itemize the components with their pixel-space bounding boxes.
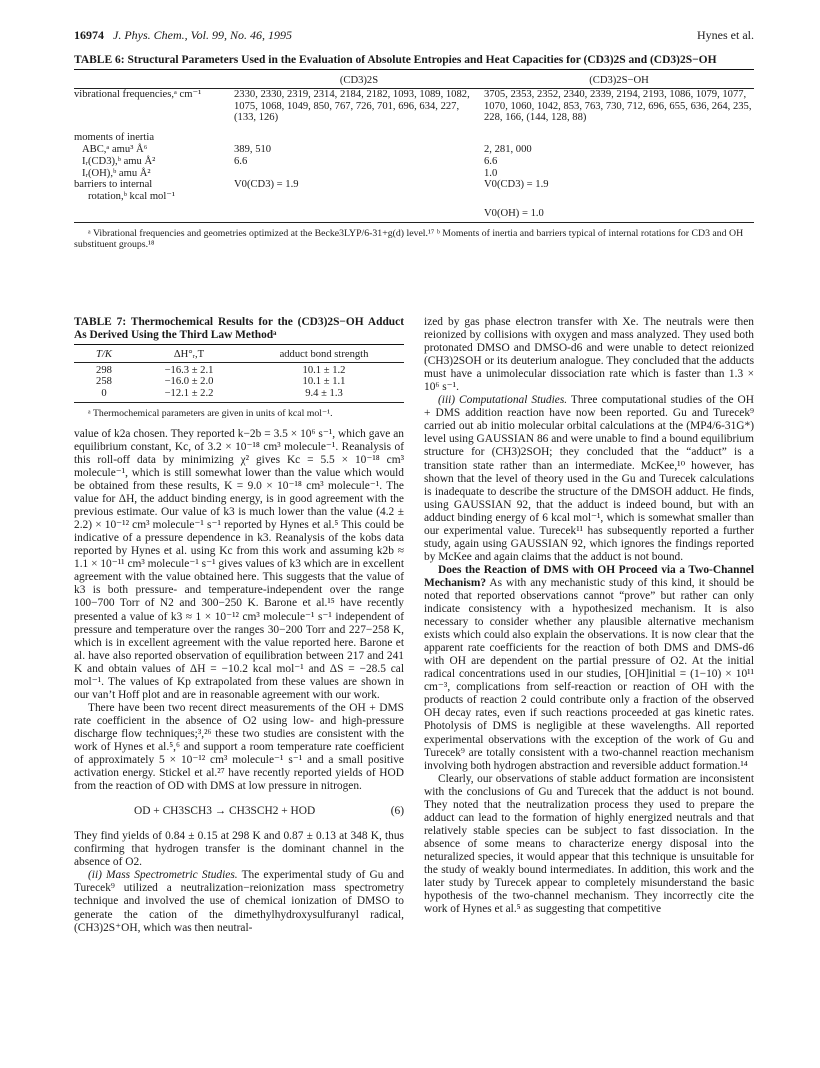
table6-cell [484,132,754,144]
table7-cell: −12.1 ± 2.2 [164,387,214,399]
table7-row [74,363,404,377]
table6-cell: 6.6 [484,155,498,167]
body-paragraph: ized by gas phase electron transfer with Xe. The neutrals were then reionized by collisions with oxygen and mass analyzed. They used both protonated DMSO and DMSO-d6 and were unable to detect reionized (CH3)2SOH or its deuterium analogue. They concluded that the adducts must have a unimolecular dissociation rate which is faster than 1.3 × 10⁶ s⁻¹. [424,316,754,394]
table6-row-label: moments of inertia [74,132,155,144]
left-column [74,316,404,935]
running-head [74,28,754,42]
table6-cell: 2, 281, 000 [484,143,532,155]
body-text: Three computational studies of the OH + DMS addition reaction have now been reported. Gu and Turecek⁹ carried out ab initio molecular orbital calculations at the (MP4/6-31G*) level using GAUSSIAN 86 and were unable to find a bound equilibrium structure for (CH3)2SOH; they concluded that the “adduct” is a transition state rather than an intermediate. McKee,¹⁰ however, has shown that the level of theory used in the Gu and Turecek calculations is inadequate to describe the structure of the DMSOH adduct. He finds, using GAUSSIAN 92, that the adduct is indeed bound, but with an adduct binding energy of 6 kcal mol⁻¹, which is somewhat smaller than our experimental value. Turecek¹¹ has subsequently reported a further study, again using GAUSSIAN 92, which ignores the findings reported by McKee and again claims that the adduct is not bound. [424,394,754,563]
table7-cell: 10.1 ± 1.1 [302,376,346,388]
table7-bottom-rule [74,402,404,403]
two-column-body [74,316,754,935]
table6-bottom-rule [74,222,754,223]
table6-cell: 1.0 [484,167,498,179]
table6-cell [234,168,484,180]
table7-cell: 10.1 ± 1.2 [302,364,346,376]
table6-cell: 3705, 2353, 2352, 2340, 2339, 2194, 2193, 1086, 1079, 1077, 1070, 1060, 1042, 853, 763, 730, 712, 696, 655, 636, 264, 235, 228, 166, (144, 128, 88) [484,88,752,124]
journal-citation: J. Phys. Chem., Vol. 99, No. 46, 1995 [113,28,292,42]
table6-header-cell: (CD3)2S [339,75,379,86]
table6-row [74,168,754,180]
table6-cell [234,191,484,203]
table6-row-label: ABC,ᵃ amu³ Å⁶ [82,143,148,155]
body-text: As with any mechanistic study of this kind, it should be noted that reported observations cannot “prove” but rather can only indicate consistency with a hypothesized mechanism. It is also necessary to consider whether any plausible alternative mechanism exists which could also explain the observations. It is now clear that the apparent rate coefficients for the reaction of both DMS and DMS-d6 with OH are dependent on the partial pressure of O2. At the initial radical concentrations used in our studies, [OH]initial = (1−10) × 10¹¹ cm⁻³, complications from self-reaction or reaction of OH with the products of reaction 2 could contribute only a fraction of the observed OH decay rates, even if such reactions proceeded at gas kinetic rates. Photolysis of DMS is negligible at these wavelengths. All reported experimental observations with the exception of the work of Gu and Turecek⁹ are totally consistent with a two-channel reaction mechanism involving both hydrogen abstraction and reversible adduct formation.¹⁴ [424,576,754,772]
table6-row [74,208,754,220]
equation-text: OD + CH3SCH3 → CH3SCH2 + HOD [134,805,316,818]
body-paragraph [424,564,754,773]
table6-row-label: vibrational frequencies,ᵃ cm⁻¹ [74,88,202,100]
table6-cell [484,191,754,203]
table7-top-rule [74,344,404,345]
table6-row [74,179,754,191]
table6-row-label: Iᵣ(CD3),ᵇ amu Å² [82,155,156,167]
body-paragraph: Clearly, our observations of stable adduct formation are inconsistent with the conclusions of Gu and Turecek that the adduct is not bound. They noted that the neutralization process they used to prepare the adduct can lead to the formation of highly energized neutrals and that relatively stable species can be subject to fast dissociation. In the absence of some means to characterize energy disposal into the neturalized species, it would appear that this technique is unsuitable for the study of weakly bound intermediates. In addition, this work and the later study by Turecek appear to completely misunderstand the basic hypothesis of the two-channel mechanism. They incorrectly cite the work of Hynes et al.⁵ as suggesting that competitive [424,772,754,916]
table6-header-row [74,73,754,88]
right-column [424,316,754,935]
table7-row [74,376,404,388]
equation-number: (6) [390,805,404,818]
author-running-head: Hynes et al. [697,28,754,42]
table6-cell: 2330, 2330, 2319, 2314, 2184, 2182, 1093, 1089, 1082, 1075, 1068, 1049, 850, 767, 726, 701, 696, 634, 227, (133, 126) [234,88,470,124]
table6-row-label: barriers to internal [74,179,153,191]
table6-row [74,156,754,168]
subsection-heading: (iii) Computational Studies. [438,394,568,407]
body-paragraph: value of k2a chosen. They reported k−2b = 3.5 × 10⁶ s⁻¹, which gave an equilibrium constant, Kc, of 3.2 × 10⁻¹⁸ cm³ molecule⁻¹. Reanalysis of this roll-off data by minimizing χ² gives Kc = 5.5 × 10⁻¹⁸ cm³ molecule⁻¹, which is still somewhat lower than the value which would be obtained from these results, K = 9.0 × 10⁻¹⁸ cm³ molecule⁻¹. The value for ΔH, the adduct binding energy, is in good agreement with the previous estimate. Our value of k3 is much lower than the value (4.2 ± 2.2) × 10⁻¹² cm³ molecule⁻¹ s⁻¹ reported by Hynes et al.⁵ This could be indicative of a pressure dependence in k3. Reanalysis of the kobs data reported by Hynes et al. using Kc from this work and assuming k2b ≈ 1.1 × 10⁻¹¹ cm³ molecule⁻¹ s⁻¹ gives values of k3 which are in excellent agreement with the value obtained here. This suggests that the value of k3 is both pressure- and temperature-independent over the range 100−700 Torr of N2 and 300−250 K. Barone et al.¹⁵ have recently presented a value of k3 ≈ 1 × 10⁻¹² cm³ molecule⁻¹ s⁻¹ independent of pressure and temperature over the ranges 30−200 Torr and 227−258 K, which is in excellent agreement with the value reported here. Barone et al. have also reported observation of equilibration between 217 and 241 K and obtain values of ΔH = −10.2 kcal mol⁻¹ and ΔS = −28.5 cal mol⁻¹. The values of Kp extrapolated from these values are shown in our van’t Hoff plot and are in reasonable agreement with our work. [74,427,405,701]
table7 [74,347,404,402]
table6 [74,73,754,220]
table7-footnote: ᵃ Thermochemical parameters are given in units of kcal mol⁻¹. [88,408,333,420]
table6-cell: V0(CD3) = 1.9 [484,179,549,191]
table7-header-cell: T/K [96,349,112,360]
table6-row-label [74,208,234,220]
table7-cell: 298 [96,364,112,376]
table6-header-cell: (CD3)2S−OH [589,75,649,86]
body-text: The experimental study of Gu and Turecek⁹ utilized a neutralization−reionization mass spectrometry technique and involved the use of chemical ionization of DMSO to generate the cation of the dimethylhydroxysulfuranyl radical, (CH3)2S⁺OH, which was then neutral- [74,869,404,934]
table6-row [74,191,754,203]
table7-header-row [74,347,404,362]
table7-caption: TABLE 7: Thermochemical Results for the (CD3)2S−OH Adduct As Derived Using the Third Law Methodᵃ [74,316,404,341]
table7-cell: −16.3 ± 2.1 [164,364,214,376]
running-head-left [74,28,292,42]
table6-cell: V0(CD3) = 1.9 [234,179,299,191]
table6-row [74,89,754,124]
table7-cell: 258 [96,376,112,388]
body-paragraph [424,394,754,564]
table6-header-cell [74,73,234,88]
table6-row-label: rotation,ᵇ kcal mol⁻¹ [88,191,176,203]
table7-cell: 9.4 ± 1.3 [305,387,343,399]
table7-header-cell: adduct bond strength [279,349,369,360]
table7-cell: 0 [101,387,107,399]
table6-cell [234,208,484,220]
subsection-heading: (ii) Mass Spectrometric Studies. [88,869,238,882]
table6-top-rule [74,69,754,70]
table6-row [74,132,754,144]
table6-caption: TABLE 6: Structural Parameters Used in the Evaluation of Absolute Entropies and Heat Capacities for (CD3)2S and (CD3)2S−OH [74,54,717,66]
table7-header-cell: ΔH°ᵣ,T [173,349,205,360]
table6-cell [234,132,484,144]
body-paragraph: They find yields of 0.84 ± 0.15 at 298 K and 0.87 ± 0.13 at 348 K, thus confirming that hydrogen transfer is the dominant channel in the absence of O2. [74,830,404,869]
table6-row-label: Iᵣ(OH),ᵇ amu Å² [82,167,151,179]
equation-6 [74,805,404,818]
table7-row [74,388,404,403]
body-paragraph: There have been two recent direct measurements of the OH + DMS rate coefficient in the absence of O2 using low- and high-pressure discharge flow techniques;³,²⁶ these two studies are consistent with the work of Hynes et al.⁵,⁶ and support a room temperature rate coefficient of approximately 5 × 10⁻¹² cm³ molecule⁻¹ s⁻¹ and a small positive activation energy. Stickel et al.²⁷ have recently reported yields of HOD from the reaction of OD with DMS at low pressure in nitrogen. [74,701,404,793]
table6-footnote: ᵃ Vibrational frequencies and geometries optimized at the Becke3LYP/6-31+g(d) level.¹⁷ ᵇ Moments of inertia and barriers typical of internal rotations for CD3 and OH substituent groups.¹⁸ [74,227,744,251]
table6-cell: 389, 510 [234,143,272,155]
table6-cell: V0(OH) = 1.0 [484,207,544,219]
section-heading: Does the Reaction of DMS with OH Proceed via a Two-Channel Mechanism? [424,563,754,589]
journal-page [74,28,754,934]
table6-cell: 6.6 [234,155,248,167]
body-paragraph [74,869,404,934]
table7-cell: −16.0 ± 2.0 [164,376,214,388]
table6-row [74,144,754,156]
page-number: 16974 [74,28,104,42]
